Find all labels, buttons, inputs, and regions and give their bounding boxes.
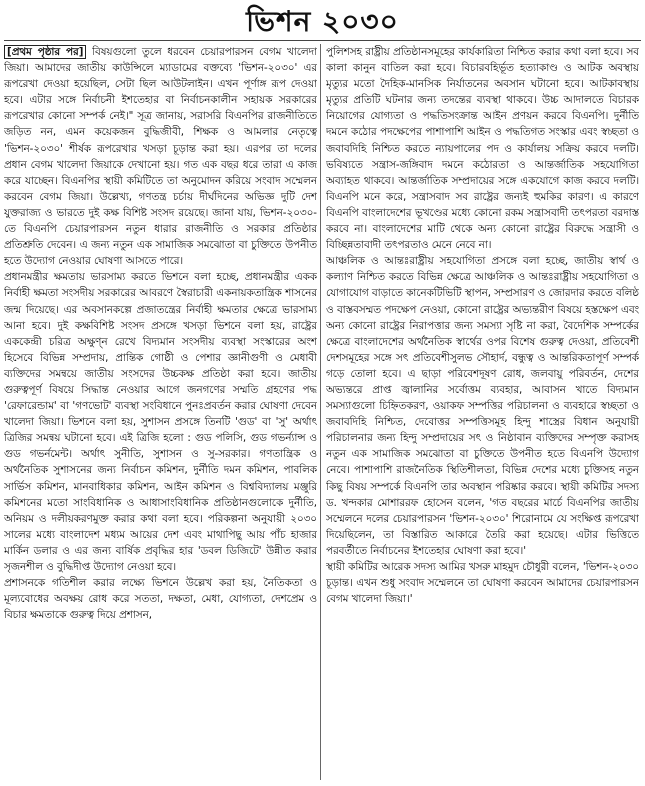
left-column bbox=[4, 44, 317, 780]
left-paragraph-2: প্রধানমন্ত্রীর ক্ষমতায় ভারসাম্য করতে ভিশনে বলা হচ্ছে, প্রধানমন্ত্রীর একক নির্বাহী ক্ষমতা সংসদীয় সরকারের আবরণে স্বৈরাচারী একনায়কতান্ত্রিক শাসনের জন্ম দিয়েছে। এর অবসানকল্পে প্রজাতন্ত্রের নির্বাহী ক্ষমতার ক্ষেত্রে ভারসাম্য আনা হবে। দুই কক্ষবিশিষ্ট সংসদ প্রসঙ্গে খসড়া ভিশনে বলা হয়, রাষ্ট্রের এককেন্দ্রী চরিত্র অক্ষুণ্ন রেখে বিদ্যমান সংসদীয় ব্যবস্থা সংস্কারের অংশ হিসেবে বিভিন্ন সম্প্রদায়, প্রান্তিক গোষ্ঠী ও পেশার জ্ঞানীগুণী ও মেধাবী ব্যক্তিদের সমন্বয়ে জাতীয় সংসদের উচ্চকক্ষ প্রতিষ্ঠা করা হবে। জাতীয় গুরুত্বপূর্ণ বিষয়ে সিদ্ধান্ত নেওয়ার আগে জনগণের সম্মতি গ্রহণের পদ্ধ 'রেফারেন্ডাম' বা 'গণভোট' ব্যবস্থা সংবিধানে পুনঃপ্রবর্তন করার ঘোষণা দেবেন খালেদা জিয়া। ভিশনে বলা হয়, সুশাসন প্রসঙ্গে তিনটি 'গুড' বা 'সু' অর্থাৎ ত্রিজির সমন্বয় ঘটানো হবে। এই ত্রিজি হলো : গুড পলিসি, গুড গভর্ন্যান্স ও গুড গভর্নমেন্ট। অর্থাৎ সুনীতি, সুশাসন ও সু-সরকার। গণতান্ত্রিক ও অর্থনৈতিক সুশাসনের জন্য নির্বাচন কমিশন, দুর্নীতি দমন কমিশন, পাবলিক সার্ভিস কমিশন, মানবাধিকার কমিশন, আইন কমিশন ও বিশ্ববিদ্যালয় মঞ্জুরি কমিশনের মতো সাংবিধানিক ও আধাসাংবিধানিক প্রতিষ্ঠানগুলোকে দুর্নীতি, অনিয়ম ও দলীয়করণমুক্ত করার কথা বলা হবে। পরিকল্পনা অনুযায়ী ২০৩০ সালের মধ্যে বাংলাদেশ মধ্যম আয়ের দেশ এবং মাথাপিছু আয় পাঁচ হাজার মার্কিন ডলার ও এর জন্য বার্ষিক প্রবৃদ্ধির হার 'ডবল ডিজিটে' উন্নীত করার সৃজনশীল ও বুদ্ধিদীপ্ত উদ্যোগ নেওয়া হবে। bbox=[4, 271, 317, 573]
continued-from-tag: [প্রথম পৃষ্ঠার পর] bbox=[4, 45, 86, 59]
left-paragraph-1-text: বিষয়গুলো তুলে ধরবেন চেয়ারপারসন বেগম খালেদা জিয়া। আমাদের জাতীয় কাউন্সিলে ম্যাডামের বক্তব্যে 'ভিশন-২০৩০' এর রূপরেখা দেওয়া হয়েছিল, সেটা ছিল আউটলাইন। এখন পূর্ণাঙ্গ রূপ দেওয়া হবে। এটার সঙ্গে নির্বাচনী ইশতেহার বা নির্বাচনকালীন সহায়ক সরকারের রূপরেখার কোনো সম্পর্ক নেই।" সূত্র জানায়, সরাসরি বিএনপির রাজনীতিতে জড়িত নন, এমন কয়েকজন বুদ্ধিজীবী, শিক্ষক ও আমলার নেতৃত্বে 'ভিশন-২০৩০' শীর্ষক রূপরেখার খসড়া চূড়ান্ত করা হয়। এরপর তা দলের প্রধান বেগম খালেদা জিয়াকে দেখানো হয়। গত এক বছর ধরে তারা এ কাজ করে যাচ্ছেন। বিএনপির স্থায়ী কমিটিতে তা অনুমোদন করিয়ে সংবাদ সম্মেলন করবেন বেগম জিয়া। উল্লেখ্য, গণতন্ত্র চর্চায় দীর্ঘদিনের অভিজ্ঞ দুটি দেশ যুক্তরাজ্য ও ভারতে দুই কক্ষ বিশিষ্ট সংসদ রয়েছে। জানা যায়, ভিশন-২০৩০-তে বিএনপি চেয়ারপারসন নতুন ধারার রাজনীতি ও সরকার প্রতিষ্ঠার প্রতিশ্রুতি দেবেন। এ জন্য নতুন এক সামাজিক সমঝোতা বা চুক্তিতে উপনীত হতে উদ্যোগ নেওয়ার ঘোষণা আসতে পারে। bbox=[4, 46, 317, 268]
headline-rule bbox=[4, 40, 641, 41]
right-paragraph-2: আঞ্চলিক ও আন্তঃরাষ্ট্রীয় সহযোগিতা প্রসঙ্গে বলা হচ্ছে, জাতীয় স্বার্থ ও কল্যাণ নিশ্চিত করতে বিভিন্ন ক্ষেত্রে আঞ্চলিক ও আন্তঃরাষ্ট্রীয় সহযোগিতা ও যোগাযোগ বাড়াতে কানেকটিভিটি স্থাপন, সম্প্রসারণ ও জোরদার করতে বলিষ্ঠ ও বাস্তবসম্মত পদক্ষেপ নেওয়া, কোনো রাষ্ট্রের অভ্যন্তরীণ বিষয়ে হস্তক্ষেপ এবং অন্য কোনো রাষ্ট্রের নিরাপত্তার জন্য সমস্যা সৃষ্টি না করা, বৈদেশিক সম্পর্কের ক্ষেত্রে বাংলাদেশের অর্থনৈতিক স্বার্থের ওপর বিশেষ গুরুত্ব দেওয়া, প্রতিবেশী দেশসমূহের সঙ্গে সৎ প্রতিবেশীসুলভ সৌহার্দ, বন্ধুত্ব ও আন্তরিকতাপূর্ণ সম্পর্ক গড়ে তোলা হবে। এ ছাড়া পরিবেশদূষণ রোধ, জলবায়ু পরিবর্তন, দেশের অভ্যন্তরে প্রাপ্ত জ্বালানির সর্বোত্তম ব্যবহার, আবাসন খাতে বিদ্যমান সমস্যাগুলো চিহ্নিতকরণ, ওয়াকফ সম্পত্তির পরিচালনা ও ব্যবহারে স্বচ্ছতা ও জবাবদিহি নিশ্চিত, দেবোত্তর সম্পত্তিসমূহ হিন্দু শাস্ত্রের বিধান অনুযায়ী পরিচালনার জন্য হিন্দু সম্প্রদায়ের সৎ ও নিষ্ঠাবান ব্যক্তিদের সম্পৃক্ত করাসহ নতুন এক সামাজিক সমঝোতা বা চুক্তিতে উপনীত হতে বিএনপি উদ্যোগ নেবে। পাশাপাশি রাজনৈতিক স্থিতিশীলতা, বিভিন্ন দেশের মধ্যে চুক্তিসহ নতুন কিছু বিষয় সম্পর্কে বিএনপি তার অবস্থান পরিষ্কার করবে। স্থায়ী কমিটির সদস্য ড. খন্দকার মোশাররফ হোসেন বলেন, 'গত বছরের মার্চে বিএনপির জাতীয় সম্মেলনে দলের চেয়ারপারসন 'ভিশন-২০৩০' শিরোনামে যে সংক্ষিপ্ত রূপরেখা দিয়েছিলেন, তা বিস্তারিত আকারে তৈরি করা হয়েছে। এটার ভিত্তিতে পরবর্তীতে নির্বাচনের ইশতেহার ঘোষণা করা হবে।' bbox=[326, 255, 639, 557]
headline: ভিশন ২০৩০ bbox=[246, 5, 399, 38]
left-paragraph-3: প্রশাসনকে গতিশীল করার লক্ষ্যে ভিশনে উল্লেখ করা হয়, নৈতিকতা ও মূল্যবোধের অবক্ষয় রোধ করে সততা, দক্ষতা, মেধা, যোগ্যতা, দেশপ্রেম ও বিচার ক্ষমতাকে গুরুত্ব দিয়ে প্রশাসন, bbox=[4, 577, 317, 622]
right-column bbox=[326, 44, 639, 780]
right-paragraph-1: পুলিশসহ রাষ্ট্রীয় প্রতিষ্ঠানসমূহের কার্যকারিতা নিশ্চিত করার কথা বলা হবে। সব কালা কানুন বাতিল করা হবে। বিচারবহির্ভূত হত্যাকাণ্ড ও আটক অবস্থায় মৃত্যুর মতো দৈহিক-মানসিক নির্যাতনের অবসান ঘটানো হবে। আটকাবস্থায় মৃত্যুর প্রতিটি ঘটনার জন্য তদন্তের ব্যবস্থা থাকবে। উচ্চ আদালতে বিচারক নিয়োগের যোগ্যতা ও পদ্ধতিসংক্রান্ত আইন প্রণয়ন করবে বিএনপি। দুর্নীতি দমনে কঠোর পদক্ষেপের পাশাপাশি আইন ও পদ্ধতিগত সংস্কার এবং স্বচ্ছতা ও জবাবদিহি নিশ্চিত করতে ন্যায়পালের পদ ও কার্যালয় সক্রিয় করবে দলটি। ভবিষ্যতে সন্ত্রাস-জঙ্গিবাদ দমনে কঠোরতা ও আন্তর্জাতিক সহযোগিতা অব্যাহত থাকবে। আন্তর্জাতিক সম্প্রদায়ের সঙ্গে একযোগে কাজ করবে দলটি। বিএনপি মনে করে, সন্ত্রাসবাদ সব রাষ্ট্রের জন্যই হুমকির কারণ। এ কারণে বিএনপি বাংলাদেশের ভূখণ্ডের মধ্যে কোনো রকম সন্ত্রাসবাদী তৎপরতা বরদাস্ত করবে না। বাংলাদেশের মাটি থেকে অন্য কোনো রাষ্ট্রের বিরুদ্ধে সন্ত্রাসী ও বিচ্ছিন্নতাবাদী তৎপরতাও মেনে নেবে না। bbox=[326, 46, 639, 252]
left-paragraph-1 bbox=[4, 44, 317, 269]
right-paragraph-3: স্থায়ী কমিটির আরেক সদস্য আমির খসরু মাহমুদ চৌধুরী বলেন, 'ভিশন-২০৩০ চূড়ান্ত। এখন শুধু সংবাদ সম্মেলনে তা ঘোষণা করবেন আমাদের চেয়ারপারসন বেগম খালেদা জিয়া।' bbox=[326, 561, 639, 606]
column-divider bbox=[320, 44, 321, 780]
